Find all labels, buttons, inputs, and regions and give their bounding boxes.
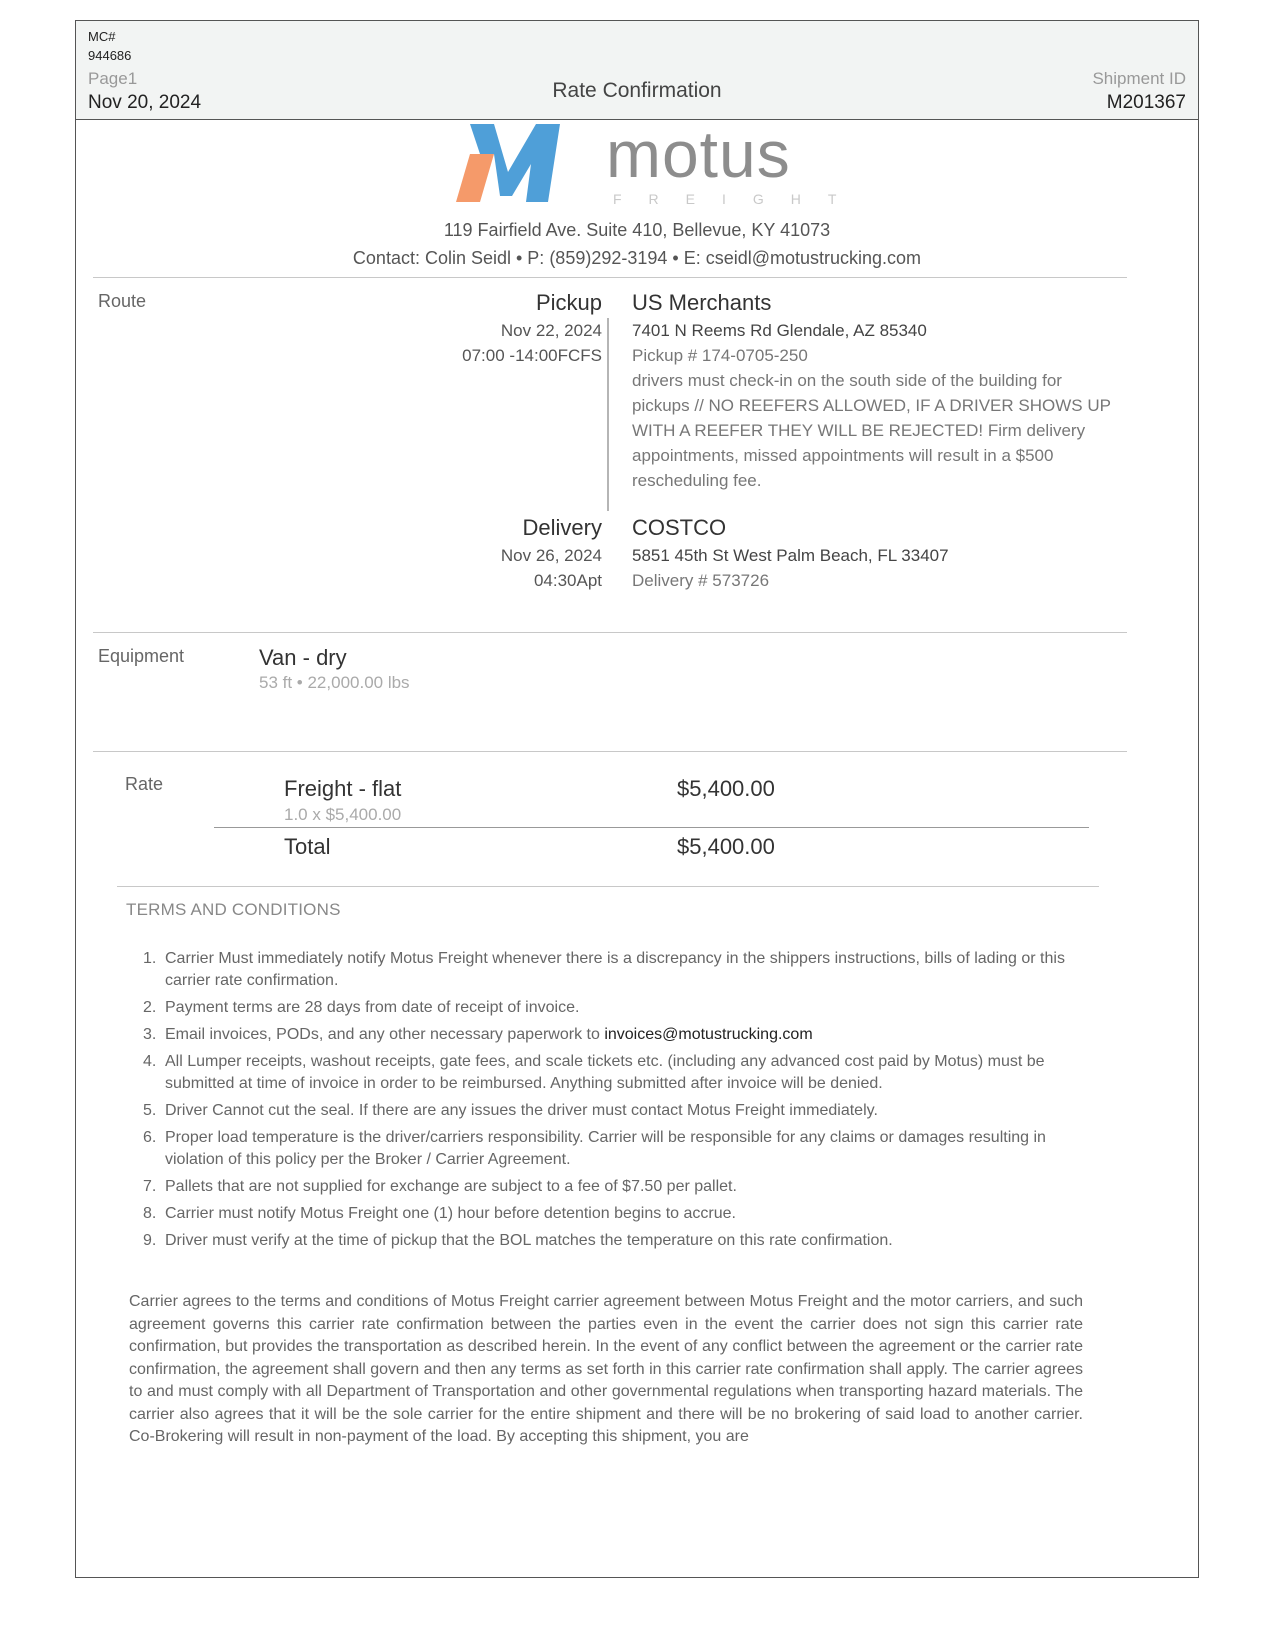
terms-item: 9. Driver must verify at the time of pickup that the BOL matches the temperature on this rate confirmation. — [143, 1232, 893, 1249]
terms-heading: TERMS AND CONDITIONS — [126, 900, 341, 919]
motus-m-logo-icon — [456, 124, 566, 202]
route-label: Route — [98, 291, 147, 311]
delivery-address: 5851 45th St West Palm Beach, FL 33407 — [632, 546, 949, 565]
document-title: Rate Confirmation — [552, 79, 722, 102]
delivery-type: Delivery — [522, 515, 602, 540]
divider — [93, 277, 1127, 278]
route-timeline-line — [607, 318, 609, 511]
terms-item: 1. Carrier Must immediately notify Motus Freight whenever there is a discrepancy in the shippers instructions, bills of lading or this carrier rate confirmation. — [143, 950, 1065, 989]
equipment-type: Van - dry — [259, 645, 347, 670]
shipment-id-label: Shipment ID — [1092, 69, 1186, 88]
logo-wordmark: motus — [606, 117, 791, 191]
rate-line-amount: $5,400.00 — [677, 776, 775, 801]
delivery-time: 04:30Apt — [533, 571, 602, 590]
rate-total-divider — [214, 827, 1089, 828]
rate-line-description: Freight - flat — [284, 776, 402, 801]
terms-list — [143, 948, 1093, 1257]
logo-subtext: FREIGHT — [613, 191, 864, 207]
invoice-email-link[interactable]: invoices@motustrucking.com — [604, 1026, 813, 1043]
terms-item: 4. All Lumper receipts, washout receipts, gate fees, and scale tickets etc. (including any advanced cost paid by Motus) must be submitted at time of invoice in order to be reimbursed. Anything submitted after invoice will be denied. — [143, 1053, 1045, 1092]
rate-total-amount: $5,400.00 — [677, 834, 775, 859]
pickup-type: Pickup — [535, 290, 602, 315]
divider — [93, 632, 1127, 633]
delivery-location-name: COSTCO — [632, 515, 727, 540]
rate-line-calculation: 1.0 x $5,400.00 — [284, 805, 402, 824]
delivery-reference: Delivery # 573726 — [632, 571, 770, 590]
divider — [93, 751, 1127, 752]
delivery-date: Nov 26, 2024 — [500, 546, 602, 565]
rate-label: Rate — [125, 774, 164, 794]
terms-item: 3. Email invoices, PODs, and any other necessary paperwork to invoices@motustrucking.com — [143, 1026, 813, 1043]
terms-item: 7. Pallets that are not supplied for exchange are subject to a fee of $7.50 per pallet. — [143, 1178, 737, 1195]
mc-label: MC# — [88, 29, 116, 44]
pickup-date: Nov 22, 2024 — [500, 321, 602, 340]
pickup-notes: drivers must check-in on the south side of the building for pickups // NO REEFERS ALLOWED, IF A DRIVER SHOWS UP WITH A REEFER THEY WILL BE REJECTED! Firm delivery appointments, missed appointments will result in a $500 rescheduling fee. — [632, 371, 1111, 490]
terms-item: 2. Payment terms are 28 days from date of receipt of invoice. — [143, 999, 580, 1016]
page-number: Page1 — [88, 69, 138, 88]
terms-item: 8. Carrier must notify Motus Freight one (1) hour before detention begins to accrue. — [143, 1205, 736, 1222]
company-contact: Contact: Colin Seidl • P: (859)292-3194 • E: cseidl@motustrucking.com — [352, 248, 922, 268]
pickup-reference: Pickup # 174-0705-250 — [632, 346, 808, 365]
pickup-location-name: US Merchants — [632, 290, 772, 315]
rate-total-label: Total — [284, 834, 331, 859]
equipment-label: Equipment — [98, 646, 185, 666]
pickup-time: 07:00 -14:00FCFS — [462, 346, 602, 365]
issue-date: Nov 20, 2024 — [88, 92, 202, 113]
terms-item: 6. Proper load temperature is the driver/carriers responsibility. Carrier will be responsible for any claims or damages resulting in violation of this policy per the Broker / Carrier Agreement. — [143, 1129, 1046, 1168]
document-page — [75, 20, 1199, 1578]
carrier-agreement-text: Carrier agrees to the terms and conditions of Motus Freight carrier agreement between Motus Freight and the motor carriers, and such agreement governs this carrier rate confirmation between the parties even in the event the carrier does not sign this carrier rate confirmation, but provides the transportation as described herein. In the event of any conflict between the agreement or the carrier rate confirmation, the agreement shall govern and then any terms as set forth in this carrier rate confirmation shall apply. The carrier agrees to and must comply with all Department of Transportation and other governmental regulations when transporting hazard materials. The carrier also agrees that it will be the sole carrier for the entire shipment and there will be no brokering of said load to another carrier. Co-Brokering will result in non-payment of the load. By accepting this shipment, you are — [129, 1293, 1083, 1445]
equipment-spec: 53 ft • 22,000.00 lbs — [259, 673, 410, 692]
company-logo — [456, 117, 876, 234]
document-header — [76, 21, 1198, 120]
company-address: 119 Fairfield Ave. Suite 410, Bellevue, KY 41073 — [443, 220, 831, 240]
mc-number: 944686 — [88, 48, 132, 63]
pickup-address: 7401 N Reems Rd Glendale, AZ 85340 — [632, 321, 927, 340]
terms-item: 5. Driver Cannot cut the seal. If there are any issues the driver must contact Motus Freight immediately. — [143, 1102, 878, 1119]
divider — [117, 886, 1099, 887]
shipment-id: M201367 — [1106, 92, 1186, 113]
